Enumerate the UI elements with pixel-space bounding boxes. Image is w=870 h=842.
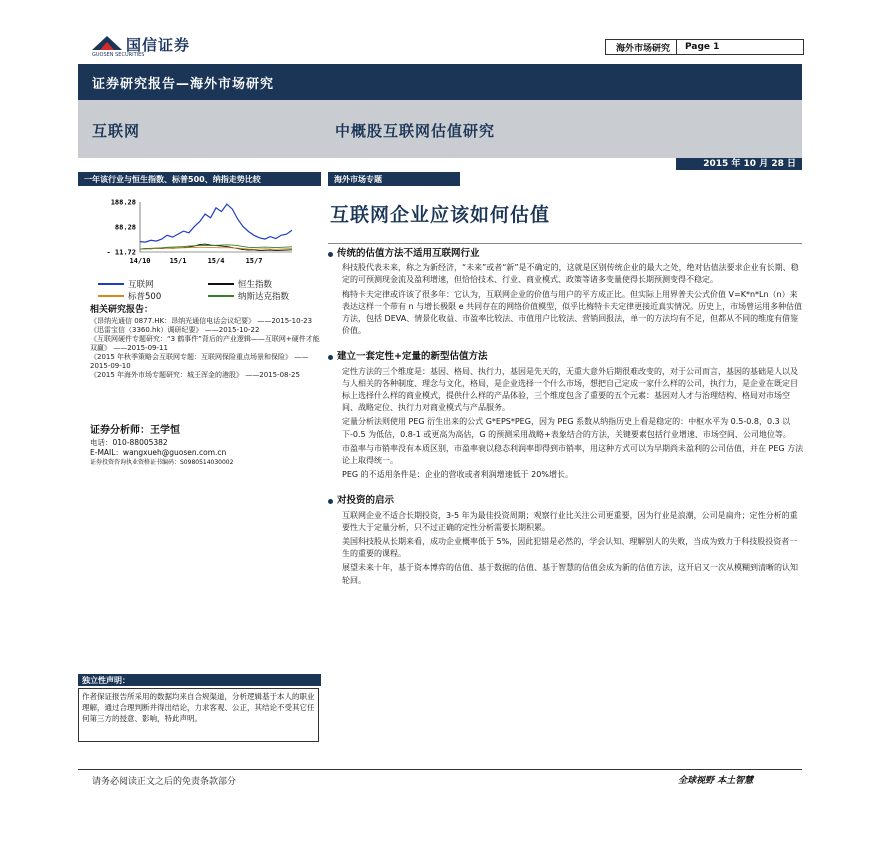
analyst-info: [90, 426, 322, 468]
related-item[interactable]: 《2015 年秋季策略会互联网专题：互联网保险重点场景和保险》 ——2015-09-10: [90, 353, 309, 370]
paragraph: 互联网企业不适合长期投资，3-5 年为最佳投资周期；观察行业比关注公司更重要，因为行业是浪潮，公司是扁舟；定性分析的重要性大于定量分析，只不过正确的定性分析需要长期积累。: [342, 510, 798, 532]
legend-swatch: [208, 283, 234, 285]
legend-label: 恒生指数: [238, 280, 273, 290]
y-tick-label: 188.28: [110, 198, 136, 207]
sector-label: 互联网: [92, 122, 141, 140]
related-item[interactable]: 《昂纳光通信 0877.HK：昂纳光通信电话会议纪要》 ——2015-10-23: [90, 317, 313, 325]
title-banner: [78, 100, 802, 158]
y-tick-label: 88.28: [114, 223, 136, 232]
legend-item: [98, 278, 154, 290]
legend-swatch: [208, 295, 234, 297]
x-tick-label: 15/4: [207, 257, 225, 265]
report-type-label: 海外市场研究: [606, 40, 677, 54]
analyst-email[interactable]: E-MAIL：wangxueh@guosen.com.cn: [90, 448, 227, 457]
report-date-bar: [676, 158, 802, 170]
chart-legend: [98, 278, 320, 302]
disclaimer-box: 作者保证报告所采用的数据均来自合规渠道，分析逻辑基于本人的职业理解，通过合理判断并得出结论，力求客观、公正，其结论不受其它任何第三方的授意、影响，特此声明。: [78, 688, 319, 742]
paragraph: 市盈率与市销率没有本质区别，市盈率衰以稳态利润率即得到市销率，用这种方式可以为早期尚未盈利的公司估值，并在 PEG 方法论上取得统一。: [342, 443, 804, 466]
related-item[interactable]: 《迅雷宝信（3360.hk）调研纪要》 ——2015-10-22: [90, 326, 260, 334]
disclaimer-title: 独立性声明：: [82, 676, 130, 685]
related-item[interactable]: 《2015 年海外市场专题研究：城王浑金的港股》 ——2015-08-25: [90, 371, 300, 379]
section: [328, 495, 804, 586]
company-logo-subtext: GUOSEN SECURITIES: [92, 52, 145, 58]
legend-swatch: [98, 295, 124, 297]
x-tick-label: 15/1: [169, 257, 187, 265]
section-title: 传统的估值方法不适用互联网行业: [337, 248, 480, 259]
section: [328, 248, 804, 337]
article-body: [328, 248, 804, 597]
headline-divider: [328, 243, 802, 244]
x-tick-label: 14/10: [129, 257, 151, 265]
bullet-icon: [328, 252, 333, 257]
disclaimer-header: [78, 674, 321, 686]
paragraph: 美国科技股从长期来看，成功企业概率低于 5%，因此犯错是必然的，学会认知、理解别人的失败，当成为致力于科技股投资者一生的重要的课程。: [342, 537, 798, 559]
footer-slogan: 全球视野 本土智慧: [678, 776, 754, 786]
paragraph: 梅特卡夫定律或许该了很多年：它认为，互联网企业的价值与用户的平方成正比。但实际上用界普夫公式价值 V=K*n*Ln（n）来表达这样一个带有 n 与增长极限 e 共同存在的网络价值模型，似乎比梅特卡夫定律更接近真实情况。历史上，市场曾运用多种估值方法，包括 DEVA、情景化收益、市盈率比较法、市值用户比较法、营销回报法，单一的方法均有不足，但都从不同的维度有借鉴价值。: [342, 289, 803, 336]
page-header-box: [605, 39, 804, 55]
footer-disclaimer: 请务必阅读正文之后的免责条款部分: [92, 777, 237, 787]
chart-title: 一年该行业与恒生指数、标普500、纳指走势比较: [84, 175, 261, 184]
series-title: 证券研究报告—海外市场研究: [92, 77, 275, 92]
report-date: 2015 年 10 月 28 日: [703, 159, 796, 169]
chart-title-bar: [78, 172, 321, 186]
paragraph: 展望未来十年，基于资本博弈的估值、基于数据的估值、基于智慧的估值会成为新的估值方法，这开启又一次从模糊到清晰的认知轮回。: [342, 563, 798, 585]
section-tag-label: 海外市场专题: [334, 175, 382, 184]
footer-divider: [78, 769, 802, 770]
legend-swatch: [98, 283, 124, 285]
legend-item: [98, 290, 161, 302]
section-title: 对投资的启示: [337, 495, 395, 507]
y-tick-label: - 11.72: [106, 248, 136, 257]
article-headline: 互联网企业应该如何估值: [330, 204, 551, 226]
bullet-icon: [328, 355, 333, 360]
paragraph: 定性方法的三个维度是：基因、格局、执行力，基因是先天的，无重大意外后期很难改变的，对于公司而言，基因的基础是人以及与人相关的各种制度、理念与文化，格局，是企业选择一个什么市场，想把自己定成一家什么样的公司，执行力，是企业在既定目标上选择什么样的商业模式，提供什么样的产品体验，三个维度包含了重要的五个元素：基因对人才与治理结构、格局对市场空间、战略定位、执行力对商业模式与产品服务。: [342, 366, 798, 413]
company-logo-text: 国信证券: [126, 36, 191, 54]
series-line-0: [140, 204, 292, 242]
section-title: 建立一套定性+定量的新型估值方法: [337, 351, 488, 363]
legend-label: 标普500: [128, 292, 162, 302]
chart-axes: [140, 202, 292, 252]
analyst-name: 证券分析师：王学恒: [90, 425, 180, 436]
paragraph: 科技股代表未来，称之为新经济，“未来”或者“新”是不确定的，这就是区别传统企业的最大之处，绝对估值法要求企业有长期、稳定的可预测现金流及盈利增速，但恰恰技术、行业、商业模式、政策等诸多变量使得长期预测变得不稳定。: [342, 263, 799, 285]
related-research-title: 相关研究报告：: [90, 305, 154, 315]
index-comparison-chart: [78, 192, 321, 272]
paragraph: 定量分析法则使用 PEG 衍生出来的公式 G*EPS*PEG，因为 PEG 系数从纳指历史上看是稳定的：中枢水平为 0.5-0.8，0.3 以下-0.5 为低估，0.8-1 或更高为高估，G 的预测采用战略+表象结合的方法，关键要素包括行业增速、市场空间、公司地位等。: [342, 417, 791, 439]
report-title: 中概股互联网估值研究: [335, 122, 496, 140]
logo-icon: [92, 36, 122, 50]
section: [328, 351, 804, 481]
section-heading: [328, 495, 804, 507]
x-tick-label: 15/7: [245, 257, 263, 265]
section-tag: [328, 172, 460, 186]
paragraph: PEG 的不适用条件是：企业的营收或者利润增速低于 20%增长。: [342, 470, 573, 480]
related-research: [90, 306, 322, 380]
bullet-icon: [328, 499, 333, 504]
legend-item: [208, 290, 289, 302]
legend-label: 互联网: [128, 280, 154, 290]
analyst-phone: 电话：010-88005382: [90, 438, 168, 447]
legend-label: 纳斯达克指数: [238, 292, 290, 302]
series-banner: [78, 64, 802, 100]
analyst-cert: 证券投资咨询执业资格证书编码：S0980514030002: [90, 459, 234, 466]
page-number: Page 1: [685, 42, 720, 52]
section-heading: [328, 351, 804, 363]
related-item[interactable]: 《互联网硬件专题研究：“3 鹤事件”背后的产业逻辑——互联网+硬件才能双赢》 ——2015-09-11: [90, 335, 320, 352]
legend-item: [208, 278, 272, 290]
section-heading: [328, 248, 804, 260]
